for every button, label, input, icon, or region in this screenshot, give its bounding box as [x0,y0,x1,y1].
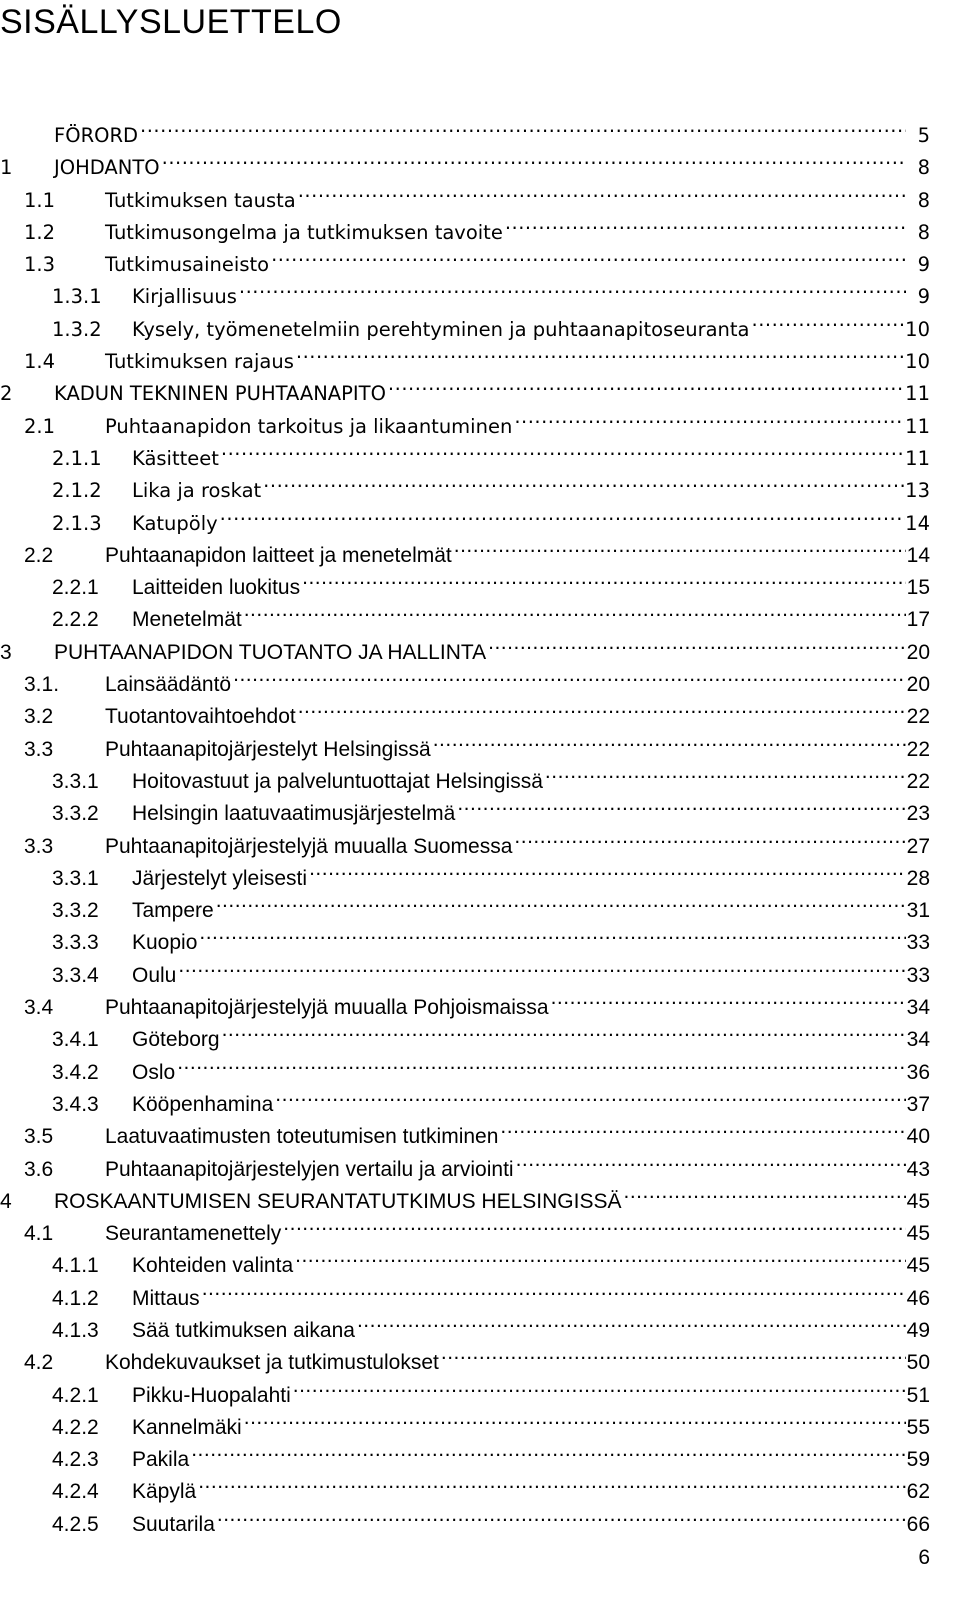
toc-leader-dots [752,304,906,336]
toc-entry-page: 31 [906,899,930,923]
toc-entry-title: Kohdekuvaukset ja tutkimustulokset [105,1351,439,1375]
toc-entry-title: Pakila [132,1448,190,1472]
toc-entry-title: Menetelmät [132,608,242,632]
toc-entry-page: 9 [917,253,930,277]
toc-entry-page: 10 [905,350,930,374]
toc-leader-dots [514,401,905,433]
toc-entry-page: 23 [906,802,930,826]
toc-entry-number: 1.3 [24,253,56,277]
toc-entry-page: 28 [906,866,930,890]
toc-entry-number: 4.2.2 [52,1415,99,1439]
toc-entry-page: 43 [906,1157,930,1181]
toc-entry-title: Kohteiden valinta [132,1254,294,1278]
toc-entry-number: 3.4.1 [52,1028,99,1052]
toc-entry-page: 11 [905,446,930,470]
toc-entry-title: ROSKAANTUMISEN SEURANTATUTKIMUS HELSINGISSÄ [54,1189,622,1213]
toc-entry-title: PUHTAANAPIDON TUOTANTO JA HALLINTA [54,640,487,664]
toc-entry-title: Hoitovastuut ja palveluntuottajat Helsingissä [132,769,543,793]
toc-leader-dots [441,1337,906,1369]
toc-leader-dots [191,1434,906,1466]
toc-entry-title: Käpylä [132,1480,197,1504]
toc-entry-page: 37 [906,1092,930,1116]
toc-leader-dots [357,1305,906,1337]
toc-entry-title: Kööpenhamina [132,1092,274,1116]
toc-leader-dots [454,530,906,562]
toc-entry-title: Tutkimuksen rajaus [105,350,294,374]
toc-entry-number: 3.2 [24,705,54,729]
toc-leader-dots [263,465,905,497]
toc-leader-dots [295,1240,906,1272]
toc-entry-page: 45 [906,1189,930,1213]
toc-leader-dots [162,142,906,174]
toc-entry-title: Puhtaanapitojärjestelyt Helsingissä [105,737,431,761]
toc-leader-dots [433,724,906,756]
toc-entry-page: 34 [906,1028,930,1052]
toc-entry-page: 50 [906,1351,930,1375]
toc-entry-title: Käsitteet [132,446,219,470]
toc-entry-number: 3.4.2 [52,1060,99,1084]
toc-entry-title: Tutkimusaineisto [105,253,270,277]
toc-entry-number: 2.1.3 [52,511,102,535]
toc-entry-number: 2.2.1 [52,576,99,600]
toc-entry-page: 5 [917,124,930,147]
toc-entry-number: 4.1.1 [52,1254,99,1278]
toc-entry-page: 40 [906,1125,930,1149]
toc-entry-title: Puhtaanapitojärjestelyjä muualla Pohjoismaissa [105,996,549,1020]
toc-leader-dots [298,175,906,207]
toc-leader-dots [500,1111,906,1143]
toc-leader-dots [271,239,906,271]
toc-entry-number: 4.1.3 [52,1318,99,1342]
toc-leader-dots [457,788,906,820]
toc-entry-page: 66 [906,1512,930,1536]
toc-entry-page: 55 [906,1415,930,1439]
toc-leader-dots [309,853,906,885]
toc-entry-page: 49 [906,1318,930,1342]
toc-entry-title: Puhtaanapitojärjestelyjen vertailu ja arviointi [105,1157,514,1181]
toc-entry-number: 2.1.1 [52,446,102,470]
toc-entry-number: 3.3.2 [52,802,99,826]
toc-entry-page: 45 [906,1222,930,1246]
toc-entry-number: 4.2.5 [52,1512,99,1536]
toc-leader-dots [298,691,906,723]
toc-leader-dots [283,1208,906,1240]
toc-entry-title: JOHDANTO [54,156,160,180]
toc-entry-number: 2.1.2 [52,479,102,503]
toc-leader-dots [198,1466,906,1498]
toc-entry-page: 62 [906,1480,930,1504]
toc-leader-dots [221,433,905,465]
toc-entry-title: Järjestelyt yleisesti [132,866,308,890]
toc-leader-dots [551,982,906,1014]
toc-leader-dots [217,1499,906,1531]
toc-entry-number: 3.3.1 [52,866,99,890]
toc-entry-number: 1.3.2 [52,317,102,341]
toc-entry-number: 1.4 [24,350,56,374]
toc-entry-number: 3.1. [24,673,60,697]
toc-entry-title: Helsingin laatuvaatimusjärjestelmä [132,802,456,826]
toc-entry-number: 1 [0,156,13,180]
toc-leader-dots [177,1047,906,1079]
toc-entry-page: 20 [906,640,930,664]
toc-entry-title: Tuotantovaihtoehdot [105,705,296,729]
toc-entry-title: Kysely, työmenetelmiin perehtyminen ja puhtaanapitoseuranta [132,317,750,341]
toc-leader-dots [388,368,905,400]
toc-entry-page: 11 [905,382,930,406]
toc-entry-page: 51 [906,1383,930,1407]
toc-entry-number: 1.2 [24,220,56,244]
toc-entry-page: 22 [906,705,930,729]
toc-leader-dots [545,756,906,788]
toc-leader-dots [199,917,906,949]
toc-entry-number: 3.3.1 [52,769,99,793]
toc-entry-number: 2.1 [24,414,56,438]
toc-entry-title: Puhtaanapitojärjestelyjä muualla Suomessa [105,834,513,858]
toc-entry-page: 13 [905,479,930,503]
toc-leader-dots [505,207,906,239]
toc-entry-number: 3.3 [24,737,54,761]
toc-entry-title: KADUN TEKNINEN PUHTAANAPITO [54,382,386,406]
toc-entry-title: Kuopio [132,931,198,955]
toc-leader-dots [244,1402,906,1434]
toc-entry-title: Lainsäädäntö [105,673,232,697]
toc-leader-dots [293,1370,906,1402]
toc-entry-number: 3.4 [24,996,54,1020]
toc-entry-number: 3.3.2 [52,899,99,923]
toc-leader-dots [216,885,906,917]
toc-entry-title: Seurantamenettely [105,1222,282,1246]
toc-entry-number: 2.2.2 [52,608,99,632]
toc-entry-number: 1.1 [24,188,56,212]
page-number: 6 [918,1546,930,1569]
toc-entry-number: 3.3.4 [52,963,99,987]
toc-entry[interactable] [0,110,930,147]
toc-entry-number: 3.4.3 [52,1092,99,1116]
toc-entry-page: 33 [906,963,930,987]
toc-entry-title: Puhtaanapidon tarkoitus ja likaantuminen [105,414,513,438]
toc-entry-page: 22 [906,769,930,793]
toc-entry-page: 15 [906,576,930,600]
toc-leader-dots [516,1144,906,1176]
table-of-contents [0,110,930,1536]
toc-entry-title: Laitteiden luokitus [132,576,301,600]
toc-entry-title: Oslo [132,1060,176,1084]
toc-leader-dots [140,110,906,142]
toc-entry-number: 3.5 [24,1125,54,1149]
toc-entry-number: 2 [0,382,13,406]
toc-entry-page: 8 [917,188,930,212]
toc-entry-number: 4.2.1 [52,1383,99,1407]
toc-entry-number: 2.2 [24,543,54,567]
toc-entry-title: Tutkimusongelma ja tutkimuksen tavoite [105,220,503,244]
toc-entry-number: 3.3 [24,834,54,858]
toc-leader-dots [275,1079,906,1111]
toc-entry-page: 33 [906,931,930,955]
toc-entry-title: Göteborg [132,1028,220,1052]
toc-leader-dots [514,821,906,853]
toc-entry-number: 3.3.3 [52,931,99,955]
toc-leader-dots [302,562,906,594]
toc-leader-dots [220,498,906,530]
toc-entry-title: Mittaus [132,1286,200,1310]
toc-entry-number: 4 [0,1189,12,1213]
toc-entry-page: 34 [906,996,930,1020]
toc-entry-title: Kannelmäki [132,1415,242,1439]
toc-entry-page: 36 [906,1060,930,1084]
toc-entry-number: 1.3.1 [52,285,102,309]
toc-entry-page: 14 [906,543,930,567]
toc-entry-title: Laatuvaatimusten toteutumisen tutkiminen [105,1125,499,1149]
toc-leader-dots [488,627,906,659]
toc-entry-page: 17 [906,608,930,632]
toc-entry-number: 4.1 [24,1222,54,1246]
toc-entry-page: 8 [917,220,930,244]
toc-leader-dots [202,1273,906,1305]
toc-entry-title: Puhtaanapidon laitteet ja menetelmät [105,543,452,567]
toc-entry-page: 45 [906,1254,930,1278]
toc-entry-title: Suutarila [132,1512,215,1536]
toc-entry-title: Oulu [132,963,177,987]
toc-entry-number: 4.1.2 [52,1286,99,1310]
toc-leader-dots [296,336,905,368]
toc-leader-dots [233,659,906,691]
toc-entry-title: FÖRORD [54,124,139,147]
toc-entry-page: 11 [905,414,930,438]
page-title: SISÄLLYSLUETTELO [0,3,342,41]
toc-entry-title: Sää tutkimuksen aikana [132,1318,355,1342]
toc-entry-title: Tampere [132,899,214,923]
toc-entry-page: 9 [917,285,930,309]
toc-entry-page: 10 [905,317,930,341]
toc-entry-number: 4.2 [24,1351,54,1375]
toc-entry-page: 59 [906,1448,930,1472]
toc-entry-title: Pikku-Huopalahti [132,1383,291,1407]
toc-entry-title: Katupöly [132,511,218,535]
toc-leader-dots [623,1176,906,1208]
toc-entry-page: 8 [917,156,930,180]
toc-entry-title: Tutkimuksen tausta [105,188,296,212]
toc-entry-page: 20 [906,673,930,697]
toc-entry-number: 4.2.3 [52,1448,99,1472]
toc-entry-number: 3.6 [24,1157,54,1181]
toc-entry-page: 27 [906,834,930,858]
toc-entry-number: 3 [0,640,12,664]
toc-entry-title: Kirjallisuus [132,285,237,309]
toc-entry-title: Lika ja roskat [132,479,262,503]
toc-leader-dots [178,950,906,982]
toc-entry-page: 22 [906,737,930,761]
toc-entry-page: 46 [906,1286,930,1310]
toc-entry-number: 4.2.4 [52,1480,99,1504]
toc-leader-dots [244,594,906,626]
toc-leader-dots [239,271,906,303]
toc-entry-page: 14 [905,511,930,535]
toc-leader-dots [222,1014,906,1046]
